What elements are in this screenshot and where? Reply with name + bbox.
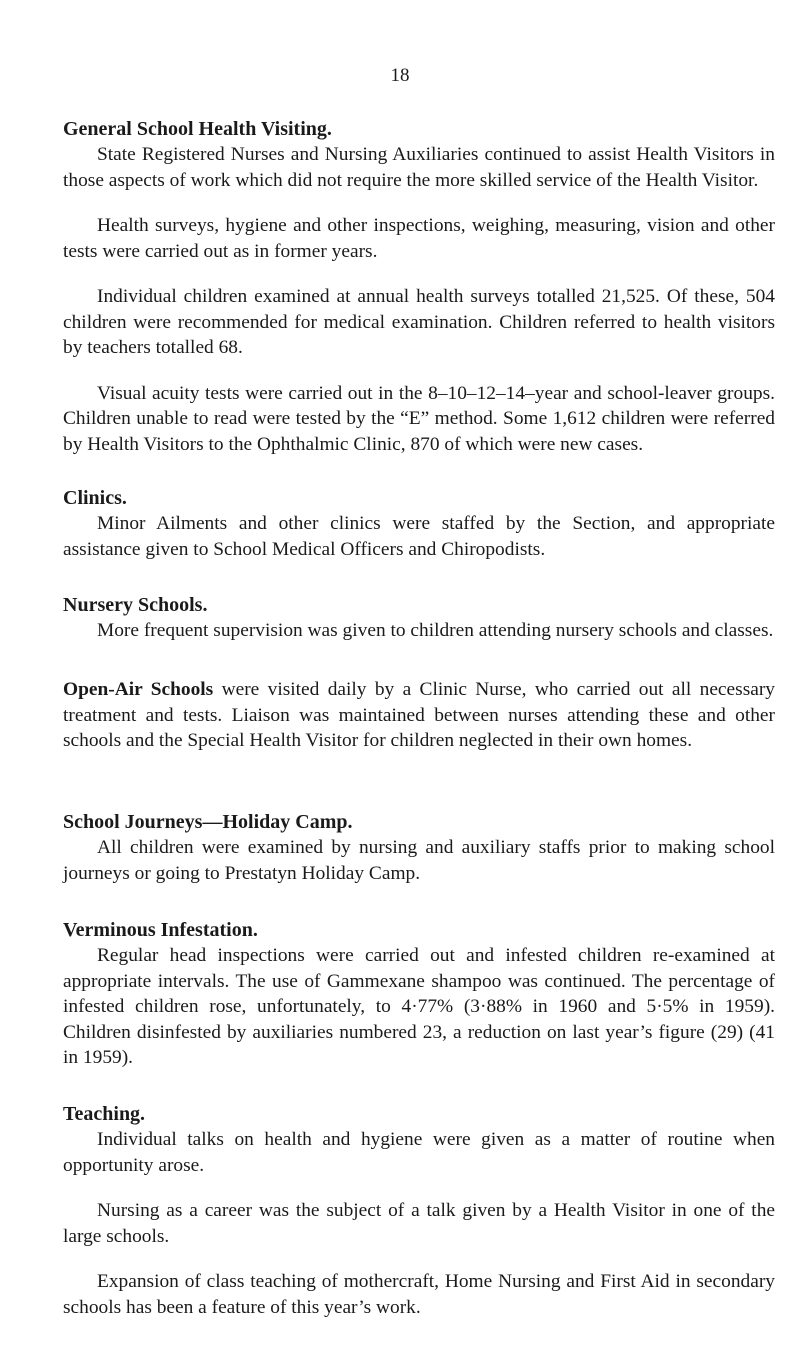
section-heading: Nursery Schools. bbox=[63, 594, 208, 616]
page-number: 18 bbox=[390, 65, 410, 86]
section-open-air bbox=[63, 677, 775, 754]
paragraph: Health surveys, hygiene and other inspections, weighing, measuring, vision and other tests were carried out as in former years. bbox=[63, 215, 775, 262]
section-verminous bbox=[63, 917, 775, 1071]
paragraph: Individual children examined at annual health surveys totalled 21,525. Of these, 504 children were recommended for medical examination. Children referred to health visitors by teachers totalled 68. bbox=[63, 286, 775, 358]
section-heading: Teaching. bbox=[63, 1103, 146, 1125]
section-clinics bbox=[63, 485, 775, 562]
paragraph: All children were examined by nursing and auxiliary staffs prior to making school journeys or going to Prestatyn Holiday Camp. bbox=[63, 837, 775, 884]
section-teaching bbox=[63, 1101, 775, 1320]
inline-heading: Open-Air Schools bbox=[63, 679, 214, 700]
paragraph: Individual talks on health and hygiene were given as a matter of routine when opportunity arose. bbox=[63, 1129, 775, 1176]
paragraph: Visual acuity tests were carried out in the 8–10–12–14–year and school-leaver groups. Children unable to read were tested by the “E” method. Some 1,612 children were referred by Health Visitors to the Ophthalmic Clinic, 870 of which were new cases. bbox=[63, 382, 775, 455]
paragraph: Minor Ailments and other clinics were staffed by the Section, and appropriate assistance given to School Medical Officers and Chiropodists. bbox=[63, 513, 775, 560]
section-heading: Clinics. bbox=[63, 487, 127, 509]
paragraph: Nursing as a career was the subject of a talk given by a Health Visitor in one of the large schools. bbox=[63, 1200, 775, 1247]
paragraph: State Registered Nurses and Nursing Auxiliaries continued to assist Health Visitors in those aspects of work which did not require the more skilled service of the Health Visitor. bbox=[63, 144, 775, 191]
paragraph: More frequent supervision was given to children attending nursery schools and classes. bbox=[97, 620, 774, 641]
paragraph-text: were visited daily by a Clinic Nurse, who carried out all necessary treatment and tests. Liaison was maintained between nurses attending these and other schools and the Special Health Visitor for children neglected in their own homes. bbox=[63, 679, 776, 751]
paragraph: Regular head inspections were carried out and infested children re-examined at appropriate intervals. The use of Gammexane shampoo was continued. The percentage of infested children rose, unfortunately, to 4·77% (3·88% in 1960 and 5·5% in 1959). Children disinfested by auxiliaries numbered 23, a reduction on last year’s figure (29) (41 in 1959). bbox=[63, 945, 775, 1068]
section-general-visiting bbox=[63, 116, 775, 457]
section-heading: General School Health Visiting. bbox=[63, 118, 332, 140]
section-journeys bbox=[63, 809, 775, 886]
section-heading: Verminous Infestation. bbox=[63, 919, 258, 941]
section-heading: School Journeys—Holiday Camp. bbox=[63, 811, 353, 833]
paragraph bbox=[63, 677, 775, 754]
paragraph: Expansion of class teaching of mothercraft, Home Nursing and First Aid in secondary schools has been a feature of this year’s work. bbox=[63, 1271, 775, 1318]
section-nursery bbox=[63, 592, 775, 644]
